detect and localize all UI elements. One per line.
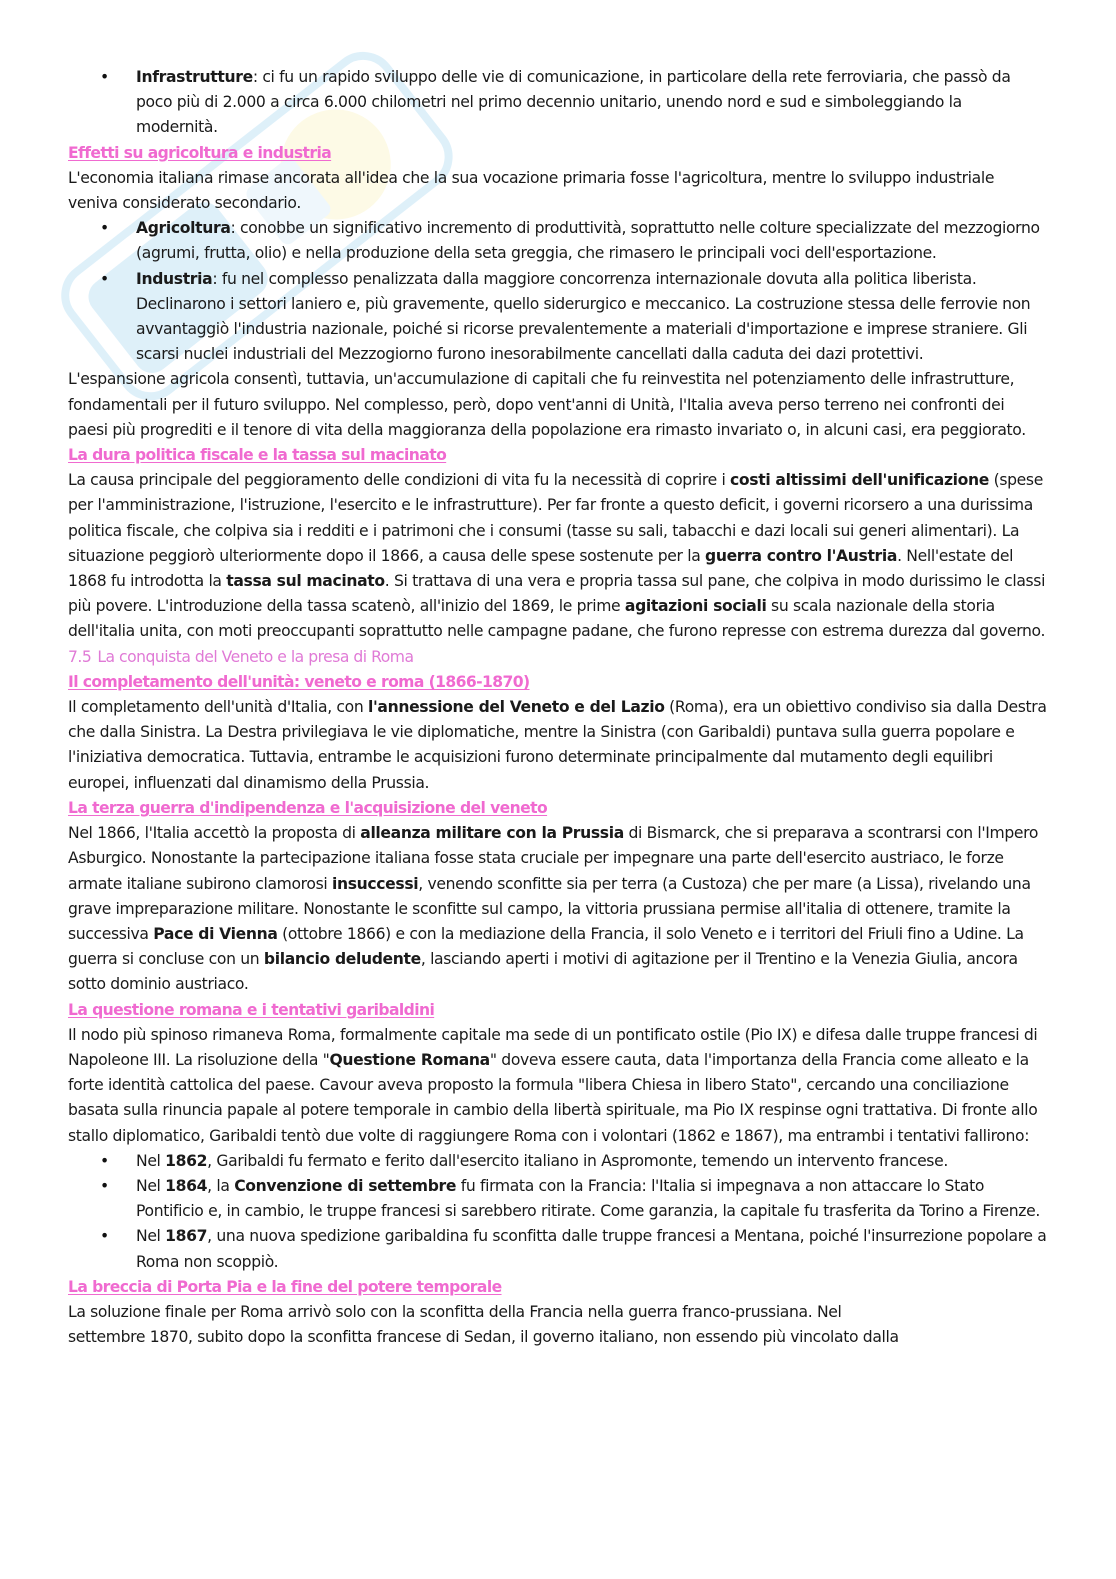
paragraph-espansione-agricola: L'espansione agricola consentì, tuttavia, un'accumulazione di capitali che fu reinvestita nel potenziamento delle infrastrutture, fondamentali per il futuro sviluppo. Nel complesso, però, dopo vent'anni di Unità, l'Italia aveva perso terreno nei confronti dei paesi più progrediti e il tenore di vita della maggioranza della popolazione era rimasto invariato o, in alcuni casi, era peggiorato.	[68, 370, 1026, 439]
list-item-1864: • Nel 1864, la Convenzione di settembre fu firmata con la Francia: l'Italia si impegnava a non attaccare lo Stato Pontificio e, in cambio, le truppe francesi si sarebbero ritirate. Come garanzia, la capitale fu trasferita da Torino a Firenze.	[68, 1174, 1048, 1224]
paragraph-politica-fiscale: La causa principale del peggioramento delle condizioni di vita fu la necessità di coprire i costi altissimi dell'unificazione (spese per l'amministrazione, l'istruzione, l'esercito e le infrastrutture). Per far fronte a questo deficit, i governi ricorsero a una durissima politica fiscale, che colpiva sia i redditi e i patrimoni che i consumi (tasse su sali, tabacchi e dazi locali sui generi alimentari). La situazione peggiorò ulteriormente dopo il 1866, a causa delle spese sostenute per la guerra contro l'Austria. Nell'estate del 1868 fu introdotta la tassa sul macinato. Si trattava di una vera e propria tassa sul pane, che colpiva in modo durissimo le classi più povere. L'introduzione della tassa scatenò, all'inizio del 1869, le prime agitazioni sociali su scala nazionale della storia dell'italia unita, con moti preoccupanti soprattutto nelle campagne padane, che furono represse con estrema durezza dal governo.	[68, 471, 1046, 641]
document-content	[68, 65, 1048, 1350]
paragraph-terza-guerra: Nel 1866, l'Italia accettò la proposta di alleanza militare con la Prussia di Bismarck, che si preparava a scontrarsi con l'Impero Asburgico. Nonostante la partecipazione italiana fosse stata cruciale per impegnare una parte dell'esercito austriaco, le forze armate italiane subirono clamorosi insuccessi, venendo sconfitte sia per terra (a Custoza) che per mare (a Lissa), rivelando una grave impreparazione militare. Nonostante le sconfitte sul campo, la vittoria prussiana permise all'italia di ottenere, tramite la successiva Pace di Vienna (ottobre 1866) e con la mediazione della Francia, il solo Veneto e i territori del Friuli fino a Udine. La guerra si concluse con un bilancio deludente, lasciando aperti i motivi di agitazione per il Trentino e la Venezia Giulia, ancora sotto dominio austriaco.	[68, 824, 1039, 994]
heading-politica-fiscale: La dura politica fiscale e la tassa sul macinato	[68, 446, 447, 465]
list-item-infrastrutture: • Infrastrutture: ci fu un rapido sviluppo delle vie di comunicazione, in particolare della rete ferroviaria, che passò da poco più di 2.000 a circa 6.000 chilometri nel primo decennio unitario, unendo nord e sud e simboleggiando la modernità.	[68, 65, 1048, 141]
paragraph-questione-romana: Il nodo più spinoso rimaneva Roma, formalmente capitale ma sede di un pontificato ostile (Pio IX) e difesa dalle truppe francesi di Napoleone III. La risoluzione della "Questione Romana" doveva essere cauta, data l'importanza della Francia come alleato e la forte identità cattolica del paese. Cavour aveva proposto la formula "libera Chiesa in libero Stato", cercando una conciliazione basata sulla rinuncia papale al potere temporale in cambio della libertà spirituale, ma Pio IX respinse ogni trattativa. Di fronte allo stallo diplomatico, Garibaldi tentò due volte di raggiungere Roma con i volontari (1862 e 1867), ma entrambi i tentativi fallirono:	[68, 1025, 1038, 1145]
heading-terza-guerra: La terza guerra d'indipendenza e l'acquisizione del veneto	[68, 798, 548, 817]
paragraph-economia: L'economia italiana rimase ancorata all'idea che la sua vocazione primaria fosse l'agricoltura, mentre lo sviluppo industriale veniva considerato secondario.	[68, 168, 995, 213]
heading-effetti-agricoltura-industria: Effetti su agricoltura e industria	[68, 143, 332, 162]
paragraph-completamento-unita: Il completamento dell'unità d'Italia, con l'annessione del Veneto e del Lazio (Roma), era un obiettivo condiviso sia dalla Destra che dalla Sinistra. La Destra privilegiava le vie diplomatiche, mentre la Sinistra (con Garibaldi) puntava sulla guerra popolare e l'iniziativa democratica. Tuttavia, entrambe le acquisizioni furono determinate principalmente dal mutamento degli equilibri europei, influenzati dal dinamismo della Prussia.	[68, 698, 1047, 792]
heading-completamento-unita: Il completamento dell'unità: veneto e roma (1866-1870)	[68, 672, 530, 691]
list-item-agricoltura: • Agricoltura: conobbe un significativo incremento di produttività, soprattutto nelle colture specializzate del mezzogiorno (agrumi, frutta, olio) e nella produzione della seta greggia, che rimasero le principali voci dell'esportazione.	[68, 216, 1048, 266]
heading-breccia-porta-pia: La breccia di Porta Pia e la fine del potere temporale	[68, 1277, 502, 1296]
list-item-1862: • Nel 1862, Garibaldi fu fermato e ferito dall'esercito italiano in Aspromonte, temendo un intervento francese.	[68, 1149, 1048, 1174]
section-heading-7-5: 7.5 La conquista del Veneto e la presa di Roma	[68, 647, 414, 666]
paragraph-breccia-porta-pia: La soluzione finale per Roma arrivò solo con la sconfitta della Francia nella guerra franco-prussiana. Nel settembre 1870, subito dopo la sconfitta francese di Sedan, il governo italiano, non essendo più vincolato dalla	[68, 1302, 899, 1347]
heading-questione-romana: La questione romana e i tentativi garibaldini	[68, 1000, 435, 1019]
list-item-industria: • Industria: fu nel complesso penalizzata dalla maggiore concorrenza internazionale dovuta alla politica liberista. Declinarono i settori laniero e, più gravemente, quello siderurgico e meccanico. La costruzione stessa delle ferrovie non avvantaggiò l'industria nazionale, poiché si ricorse prevalentemente a materiali d'importazione e imprese straniere. Gli scarsi nuclei industriali del Mezzogiorno furono inesorabilmente cancellati dalla caduta dei dazi protettivi.	[68, 267, 1048, 368]
list-item-1867: • Nel 1867, una nuova spedizione garibaldina fu sconfitta dalle truppe francesi a Mentana, poiché l'insurrezione popolare a Roma non scoppiò.	[68, 1224, 1048, 1274]
